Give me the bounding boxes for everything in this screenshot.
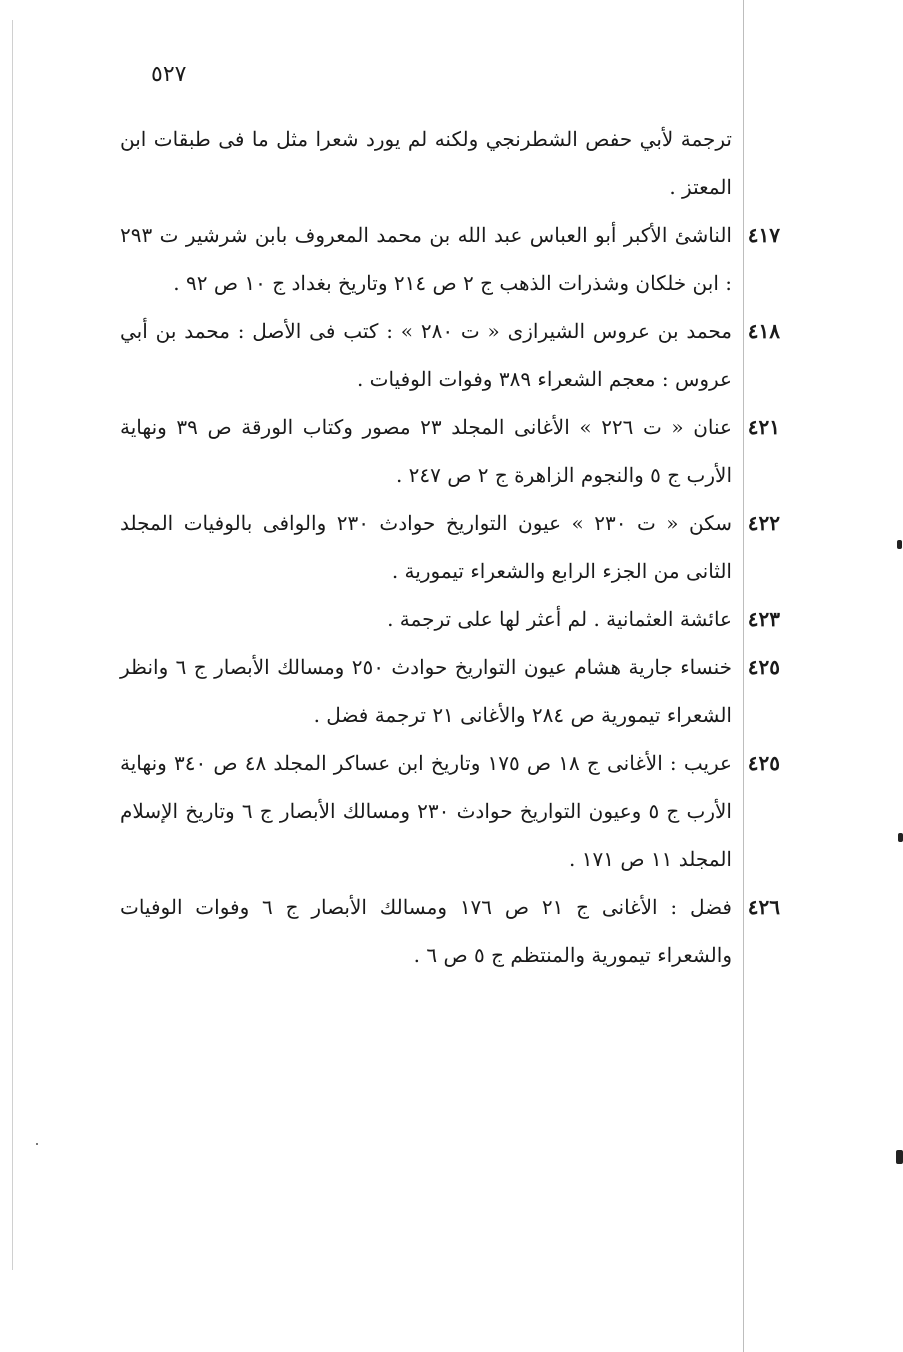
entry-continuation [120, 115, 780, 211]
entry-number: ٤٢٦ [747, 895, 780, 919]
entry-text: محمد بن عروس الشيرازى « ت ٢٨٠ » : كتب فى الأصل : محمد بن أبي عروس : معجم الشعراء ٣٨٩ وفوات الوفيات . [120, 319, 733, 391]
entry-text: خنساء جارية هشام عيون التواريخ حوادث ٢٥٠ ومسالك الأبصار ج ٦ وانظر الشعراء تيمورية ص ٢٨٤ والأغانى ٢١ ترجمة فضل . [120, 655, 732, 727]
entry-number: ٤٢٥ [747, 655, 780, 679]
entry-418 [120, 307, 780, 403]
entry-426 [120, 883, 780, 979]
entry-425-arib [120, 739, 780, 883]
scan-mark [898, 833, 903, 842]
entry-text: عريب : الأغانى ج ١٨ ص ١٧٥ وتاريخ ابن عساكر المجلد ٤٨ ص ٣٤٠ ونهاية الأرب ج ٥ وعيون التواريخ حوادث ٢٣٠ ومسالك الأبصار ج ٦ وتاريخ الإسلام المجلد ١١ ص ١٧١ . [120, 751, 732, 871]
entry-text: الناشئ الأكبر أبو العباس عبد الله بن محمد المعروف بابن شرشير ت ٢٩٣ : ابن خلكان وشذرات الذهب ج ٢ ص ٢١٤ وتاريخ بغداد ج ١٠ ص ٩٢ . [120, 223, 732, 295]
entry-text: سكن « ت ٢٣٠ » عيون التواريخ حوادث ٢٣٠ والوافى بالوفيات المجلد الثانى من الجزء الرابع والشعراء تيمورية . [120, 511, 732, 583]
entry-422 [120, 499, 780, 595]
left-margin-rule [12, 20, 13, 1270]
entry-text: ترجمة لأبي حفص الشطرنجي ولكنه لم يورد شعرا مثل ما فى طبقات ابن المعتز . [120, 127, 732, 199]
entry-text: عنان « ت ٢٢٦ » الأغانى المجلد ٢٣ مصور وكتاب الورقة ص ٣٩ ونهاية الأرب ج ٥ والنجوم الزاهرة ج ٢ ص ٢٤٧ . [120, 415, 732, 487]
entry-text: فضل : الأغانى ج ٢١ ص ١٧٦ ومسالك الأبصار ج ٦ وفوات الوفيات والشعراء تيمورية والمنتظم ج ٥ ص ٦ . [120, 895, 732, 967]
page-number: ٥٢٧ [151, 62, 187, 87]
entry-text: عائشة العثمانية . لم أعثر لها على ترجمة . [387, 607, 732, 631]
entry-number: ٤١٧ [747, 223, 780, 247]
scan-dot [36, 1143, 38, 1145]
entry-421 [120, 403, 780, 499]
entry-number: ٤٢٣ [747, 607, 780, 631]
entry-425-khansa [120, 643, 780, 739]
footnote-entries [120, 115, 780, 979]
entry-number: ٤١٨ [747, 319, 780, 343]
entry-number: ٤٢٢ [747, 511, 780, 535]
scan-mark [896, 1150, 903, 1164]
entry-417 [120, 211, 780, 307]
entry-number: ٤٢٥ [747, 751, 780, 775]
scan-mark [897, 540, 902, 549]
entry-number: ٤٢١ [747, 415, 780, 439]
entry-423 [120, 595, 780, 643]
